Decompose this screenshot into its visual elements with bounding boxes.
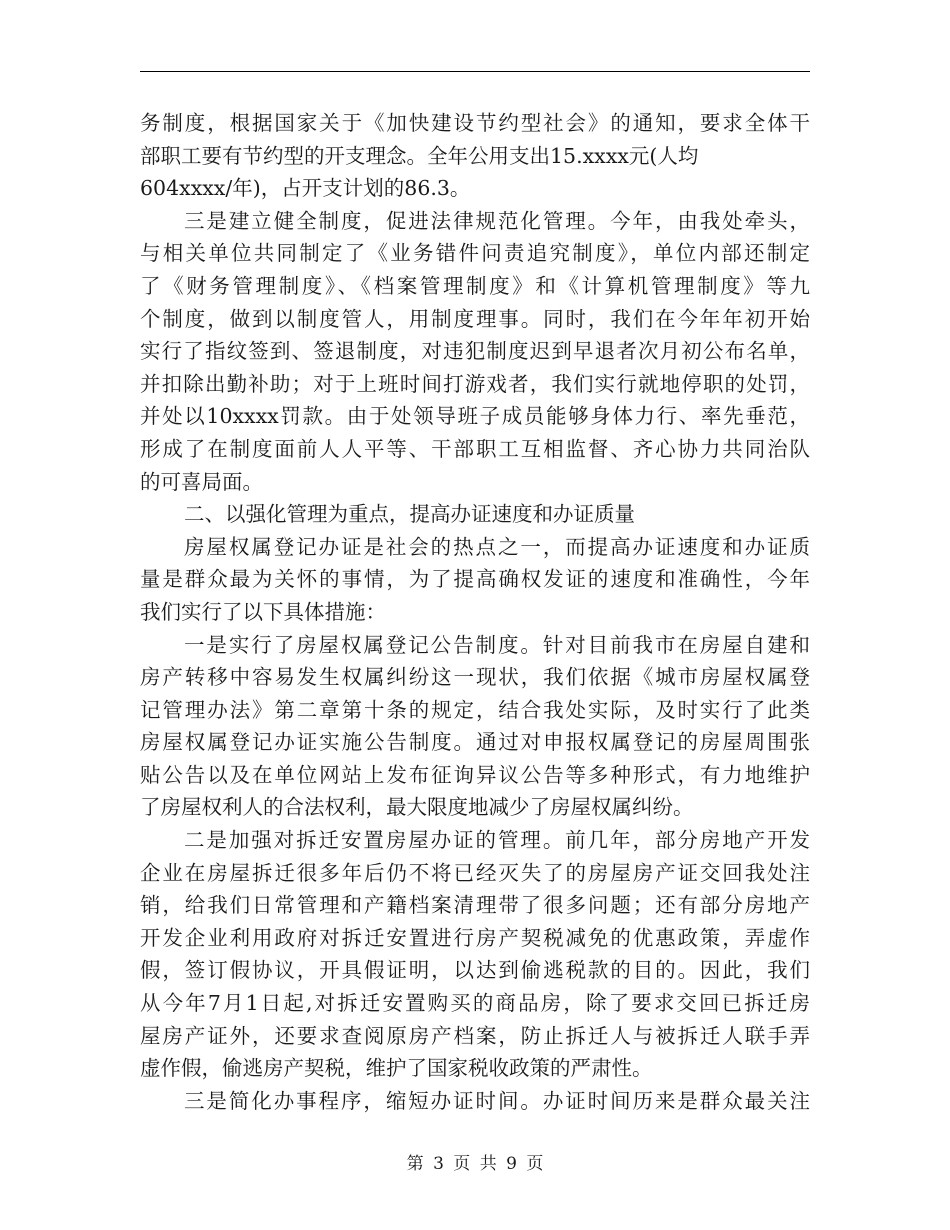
- text-line: 三是建立健全制度，促进法律规范化管理。今年，由我处牵头，: [184, 208, 810, 233]
- text-line: 个制度，做到以制度管人，用制度理事。同时，我们在今年年初开始: [140, 306, 810, 331]
- text-line: 了《财务管理制度》、《档案管理制度》和《计算机管理制度》等九: [140, 273, 810, 298]
- text-line: 实行了指纹签到、签退制度，对违犯制度迟到早退者次月初公布名单，: [140, 339, 810, 364]
- text-line: 二是加强对拆迁安置房屋办证的管理。前几年，部分房地产开发: [184, 828, 810, 853]
- header-rule: [140, 71, 810, 72]
- document-body: [140, 107, 810, 1117]
- text-line: 务制度，根据国家关于《加快建设节约型社会》的通知，要求全体干: [140, 111, 810, 135]
- text-line: 房屋权属登记办证是社会的热点之一，而提高办证速度和办证质: [184, 534, 810, 559]
- text-line: 二、以强化管理为重点，提高办证速度和办证质量: [184, 502, 635, 527]
- text-line: 形成了在制度面前人人平等、干部职工互相监督、齐心协力共同治队: [140, 436, 810, 461]
- text-line: 贴公告以及在单位网站上发布征询异议公告等多种形式，有力地维护: [140, 762, 810, 787]
- text-line: 并扣除出勤补助；对于上班时间打游戏者，我们实行就地停职的处罚，: [140, 371, 810, 396]
- text-line: 一是实行了房屋权属登记公告制度。针对目前我市在房屋自建和: [184, 632, 810, 657]
- text-line: 屋房产证外，还要求查阅原房产档案，防止拆迁人与被拆迁人联手弄: [140, 1023, 810, 1048]
- text-line: 部职工要有节约型的开支理念。全年公用支出15.xxxx元(人均: [140, 143, 699, 168]
- text-line: 604xxxx/年)，占开支计划的86.3。: [140, 176, 471, 201]
- text-line: 三是简化办事程序，缩短办证时间。办证时间历来是群众最关注: [184, 1088, 810, 1113]
- text-line: 房产转移中容易发生权属纠纷这一现状，我们依据《城市房屋权属登: [140, 665, 810, 690]
- text-line: 开发企业利用政府对拆迁安置进行房产契税减免的优惠政策，弄虚作: [140, 925, 810, 950]
- text-line: 房屋权属登记办证实施公告制度。通过对申报权属登记的房屋周围张: [140, 730, 810, 755]
- text-line: 虚作假，偷逃房产契税，维护了国家税收政策的严肃性。: [140, 1056, 653, 1081]
- text-line: 与相关单位共同制定了《业务错件问责追究制度》，单位内部还制定: [140, 241, 810, 266]
- text-line: 的可喜局面。: [140, 469, 263, 494]
- page-footer: 第 3 页 共 9 页: [406, 1154, 544, 1174]
- text-line: 从今年7月1日起,对拆迁安置购买的商品房，除了要求交回已拆迁房: [140, 991, 810, 1016]
- text-line: 销，给我们日常管理和产籍档案清理带了很多问题；还有部分房地产: [140, 893, 810, 918]
- text-line: 假，签订假协议，开具假证明，以达到偷逃税款的目的。因此，我们: [140, 958, 810, 983]
- text-line: 了房屋权利人的合法权利，最大限度地减少了房屋权属纠纷。: [140, 795, 694, 820]
- text-line: 我们实行了以下具体措施：: [140, 599, 386, 624]
- text-line: 并处以10xxxx罚款。由于处领导班子成员能够身体力行、率先垂范，: [140, 404, 810, 429]
- text-line: 记管理办法》第二章第十条的规定，结合我处实际，及时实行了此类: [140, 697, 810, 722]
- text-line: 企业在房屋拆迁很多年后仍不将已经灭失了的房屋房产证交回我处注: [140, 860, 810, 885]
- text-line: 量是群众最为关怀的事情，为了提高确权发证的速度和准确性，今年: [140, 567, 810, 592]
